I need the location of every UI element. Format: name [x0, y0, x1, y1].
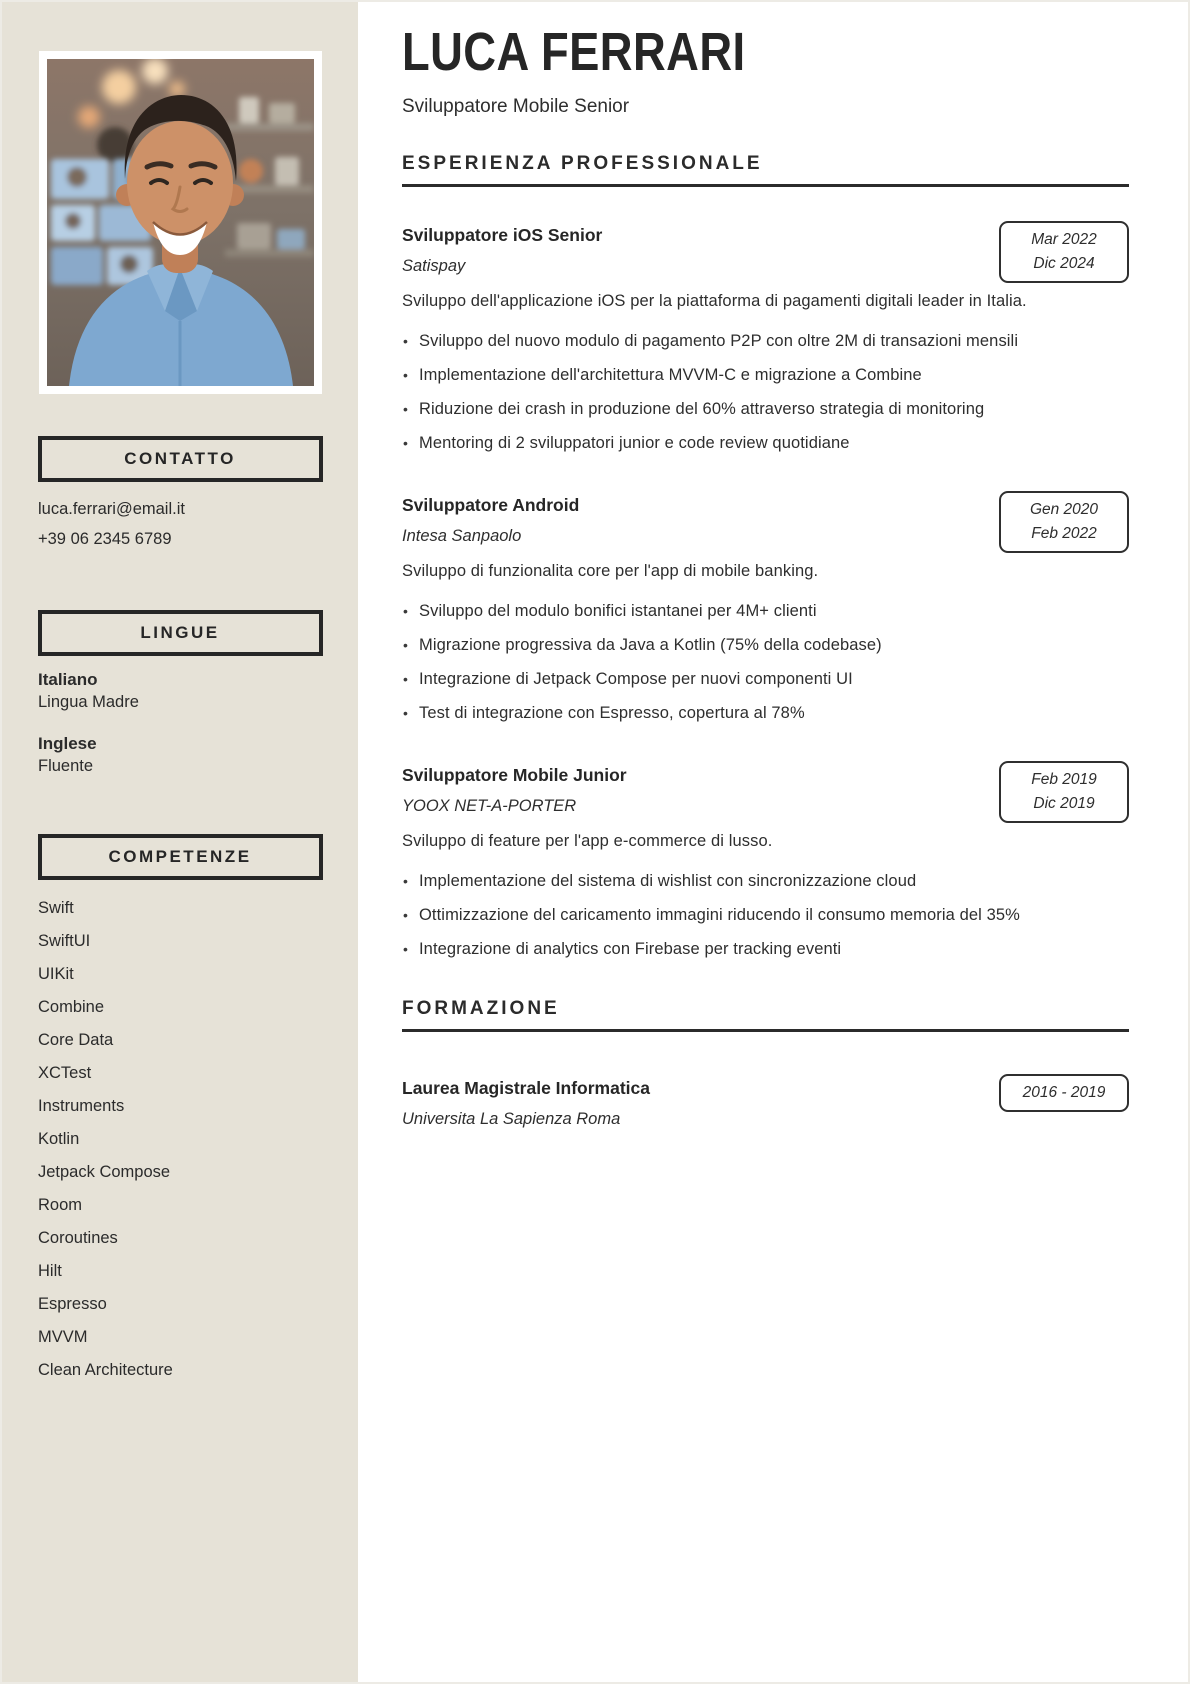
job-body — [402, 558, 1047, 727]
skills-section-heading: COMPETENZE — [38, 834, 323, 880]
bullet-text: Sviluppo del nuovo modulo di pagamento P2P con oltre 2M di transazioni mensili — [419, 332, 1019, 350]
bullet-text: Implementazione del sistema di wishlist con sincronizzazione cloud — [419, 872, 917, 890]
job-bullets — [402, 328, 1047, 457]
bullet-item — [402, 328, 1047, 355]
contact-section — [2, 482, 358, 554]
bullet-item — [402, 868, 1047, 895]
job-summary: Sviluppo di funzionalita core per l'app di mobile banking. — [402, 562, 819, 580]
skill-item: UIKit — [38, 965, 74, 983]
skill-item: Kotlin — [38, 1130, 80, 1148]
skill-item: Combine — [38, 998, 105, 1016]
sidebar — [2, 2, 358, 1682]
job-company: Intesa Sanpaolo — [402, 527, 522, 545]
contact-section-heading: CONTATTO — [38, 436, 323, 482]
job-bullets — [402, 868, 1047, 963]
bullet-text: Ottimizzazione del caricamento immagini riducendo il consumo memoria del 35% — [419, 906, 1020, 924]
skills-section — [2, 880, 358, 1387]
bullet-dot: • — [403, 435, 409, 451]
bullet-item — [402, 666, 1047, 693]
skill-item: Jetpack Compose — [38, 1163, 171, 1181]
bullet-text: Integrazione di analytics con Firebase per tracking eventi — [419, 940, 842, 958]
skill-item: Swift — [38, 899, 74, 917]
language-item — [38, 668, 322, 714]
bullet-dot: • — [403, 705, 409, 721]
main-column — [358, 2, 1190, 1141]
job-entry — [402, 495, 1129, 727]
language-name: Italiano — [38, 670, 98, 689]
job-entry — [402, 225, 1129, 457]
bullet-item — [402, 700, 1047, 727]
skill-item: Espresso — [38, 1295, 107, 1313]
education-section-heading: FORMAZIONE — [402, 998, 1129, 1032]
bullet-item — [402, 632, 1047, 659]
skill-item: MVVM — [38, 1328, 88, 1346]
date-start: Mar 2022 — [1031, 231, 1097, 248]
job-bullets — [402, 598, 1047, 727]
date-badge — [999, 221, 1129, 283]
bullet-item — [402, 430, 1047, 457]
job-title: Sviluppatore Android — [402, 495, 580, 515]
bullet-item — [402, 598, 1047, 625]
bullet-dot: • — [403, 603, 409, 619]
bullet-item — [402, 902, 1047, 929]
bullet-dot: • — [403, 873, 409, 889]
skill-item: Coroutines — [38, 1229, 118, 1247]
contact-phone: +39 06 2345 6789 — [38, 530, 172, 548]
bullet-dot: • — [403, 907, 409, 923]
skill-item: SwiftUI — [38, 932, 91, 950]
date-end: Feb 2022 — [1031, 525, 1097, 542]
bullet-text: Test di integrazione con Espresso, copertura al 78% — [419, 704, 805, 722]
degree-title: Laurea Magistrale Informatica — [402, 1078, 650, 1098]
bullet-item — [402, 362, 1047, 389]
job-company: YOOX NET-A-PORTER — [402, 797, 577, 815]
bullet-dot: • — [403, 941, 409, 957]
skill-item: Instruments — [38, 1097, 125, 1115]
bullet-item — [402, 936, 1047, 963]
education-entry — [402, 1078, 1129, 1129]
languages-section — [2, 656, 358, 778]
language-item — [38, 732, 322, 778]
profile-photo — [47, 59, 314, 386]
photo-frame — [39, 51, 322, 394]
job-title: Sviluppatore Mobile Junior — [402, 765, 627, 785]
bullet-dot: • — [403, 671, 409, 687]
bullet-text: Sviluppo del modulo bonifici istantanei per 4M+ clienti — [419, 602, 817, 620]
job-summary: Sviluppo dell'applicazione iOS per la piattaforma di pagamenti digitali leader in Italia. — [402, 292, 1027, 310]
school-name: Universita La Sapienza Roma — [402, 1110, 621, 1128]
bullet-dot: • — [403, 367, 409, 383]
bullet-text: Mentoring di 2 sviluppatori junior e code review quotidiane — [419, 434, 850, 452]
date-badge — [999, 491, 1129, 553]
date-end: Dic 2019 — [1033, 795, 1095, 812]
date-badge — [999, 1074, 1129, 1112]
bullet-text: Migrazione progressiva da Java a Kotlin (75% della codebase) — [419, 636, 882, 654]
experience-section-heading: ESPERIENZA PROFESSIONALE — [402, 153, 1129, 187]
date-badge — [999, 761, 1129, 823]
skill-item: Core Data — [38, 1031, 114, 1049]
bullet-text: Implementazione dell'architettura MVVM-C e migrazione a Combine — [419, 366, 922, 384]
date-range: 2016 - 2019 — [1022, 1084, 1106, 1101]
bullet-dot: • — [403, 637, 409, 653]
language-level: Lingua Madre — [38, 693, 139, 711]
bullet-item — [402, 396, 1047, 423]
job-body — [402, 828, 1047, 963]
bullet-dot: • — [403, 401, 409, 417]
skill-item: Hilt — [38, 1262, 62, 1280]
skill-item: XCTest — [38, 1064, 92, 1082]
date-start: Gen 2020 — [1029, 501, 1099, 518]
languages-section-heading: LINGUE — [38, 610, 323, 656]
job-company: Satispay — [402, 257, 466, 275]
contact-email: luca.ferrari@email.it — [38, 500, 185, 518]
bullet-text: Riduzione dei crash in produzione del 60% attraverso strategia di monitoring — [419, 400, 985, 418]
skill-item: Room — [38, 1196, 83, 1214]
candidate-title: Sviluppatore Mobile Senior — [402, 96, 630, 117]
date-start: Feb 2019 — [1031, 771, 1097, 788]
skill-item: Clean Architecture — [38, 1361, 173, 1379]
language-level: Fluente — [38, 757, 94, 775]
job-body — [402, 288, 1047, 457]
date-end: Dic 2024 — [1033, 255, 1095, 272]
job-title: Sviluppatore iOS Senior — [402, 225, 603, 245]
bullet-dot: • — [403, 333, 409, 349]
bullet-text: Integrazione di Jetpack Compose per nuovi componenti UI — [419, 670, 853, 688]
language-name: Inglese — [38, 734, 97, 753]
job-summary: Sviluppo di feature per l'app e-commerce di lusso. — [402, 832, 773, 850]
job-entry — [402, 765, 1129, 963]
candidate-name: LUCA FERRARI — [402, 22, 746, 82]
